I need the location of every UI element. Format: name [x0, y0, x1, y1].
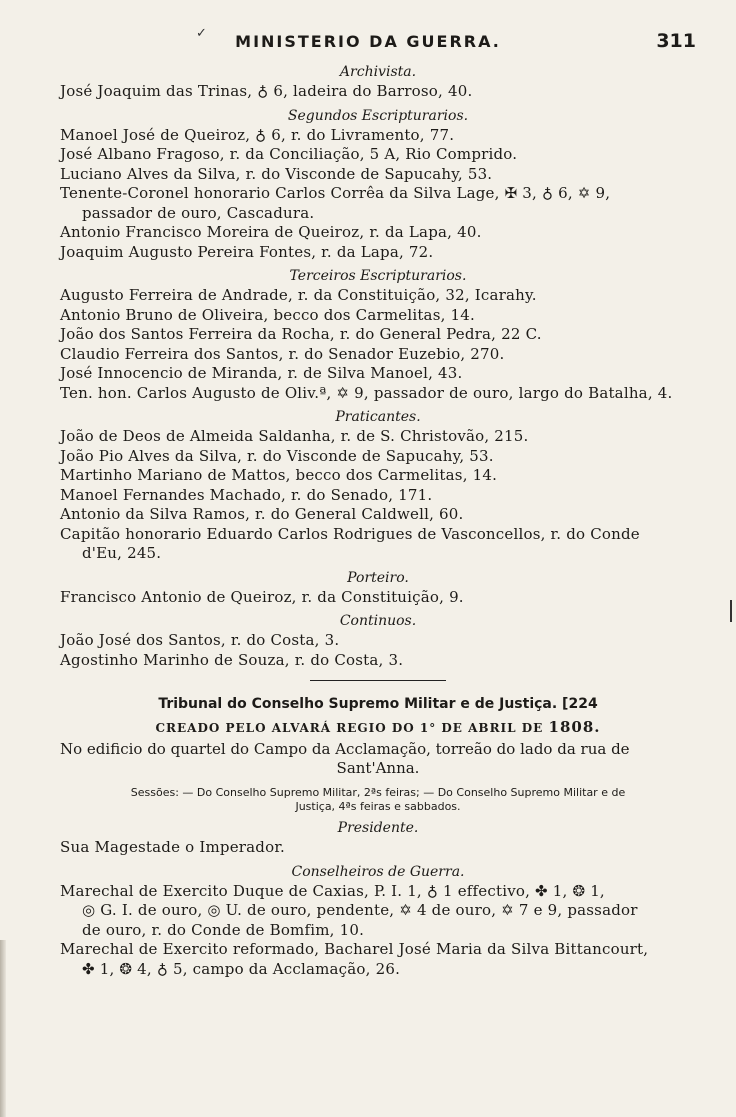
list-item: José Albano Fragoso, r. da Conciliação, 5 A, Rio Comprido.: [60, 145, 518, 163]
page-body: [60, 62, 696, 979]
list-item: Sua Magestade o Imperador.: [60, 838, 286, 856]
list-item: Agostinho Marinho de Souza, r. do Costa, 3.: [60, 650, 404, 669]
list-item: Luciano Alves da Silva, r. do Visconde de Sapucahy, 53.: [60, 164, 493, 183]
tribunal-title: Tribunal do Conselho Supremo Militar e de Justiça. [224: [158, 696, 598, 712]
location-line-1: No edificio do quartel do Campo da Acclamação, torreão do lado da rua de: [60, 740, 630, 758]
sessions-text: [60, 786, 696, 814]
list-item-continuation: [60, 960, 696, 980]
creation-text: CREADO PELO ALVARÁ REGIO DO 1° DE ABRIL DE: [155, 721, 544, 735]
section-heading-conselheiros: Conselheiros de Guerra.: [291, 863, 465, 880]
list-item-continuation: [60, 901, 696, 921]
list-item: José Joaquim das Trinas, ♁ 6, ladeira do Barroso, 40.: [60, 82, 473, 100]
continuation-text: ◎ G. I. de ouro, ◎ U. de ouro, pendente, ✡ 4 de ouro, ✡ 7 e 9, passador: [82, 901, 638, 919]
section-heading-terceiros: Terceiros Escripturarios.: [289, 268, 467, 284]
list-item: Antonio da Silva Ramos, r. do General Caldwell, 60.: [60, 505, 464, 523]
list-item: Tenente-Coronel honorario Carlos Corrêa da Silva Lage, ✠ 3, ♁ 6, ✡ 9,: [60, 184, 611, 202]
list-item-continuation: [60, 921, 696, 941]
section-heading-archivista: Archivista.: [339, 64, 417, 80]
section-heading-segundos: Segundos Escripturarios.: [287, 107, 469, 124]
creation-year: 1808.: [548, 718, 601, 736]
check-mark-icon: ✓: [196, 26, 207, 41]
list-item: Joaquim Augusto Pereira Fontes, r. da Lapa, 72.: [60, 242, 434, 261]
page-title: MINISTERIO DA GUERRA.: [235, 32, 501, 51]
list-item: João José dos Santos, r. do Costa, 3.: [60, 631, 340, 649]
list-item: Manoel José de Queiroz, ♁ 6, r. do Livramento, 77.: [60, 125, 455, 144]
page-number: 311: [656, 30, 696, 52]
list-item: Antonio Bruno de Oliveira, becco dos Carmelitas, 14.: [60, 305, 475, 324]
list-item: José Innocencio de Miranda, r. de Silva Manoel, 43.: [60, 364, 463, 382]
page-edge-shadow: [0, 940, 6, 1117]
section-heading-presidente: Presidente.: [337, 820, 419, 836]
list-item-continuation: [60, 544, 696, 564]
list-item: Martinho Mariano de Mattos, becco dos Carmelitas, 14.: [60, 466, 498, 484]
section-heading-continuos: Continuos.: [339, 613, 417, 629]
list-item: Manoel Fernandes Machado, r. do Senado, 171.: [60, 485, 433, 504]
continuation-text: ✤ 1, ❂ 4, ♁ 5, campo da Acclamação, 26.: [82, 959, 401, 978]
section-heading-praticantes: Praticantes.: [335, 409, 421, 425]
section-divider: [310, 680, 446, 681]
page-header: [0, 30, 736, 58]
list-item: João dos Santos Ferreira da Rocha, r. do General Pedra, 22 C.: [60, 325, 542, 343]
creation-line: [60, 715, 696, 740]
list-item: Marechal de Exercito reformado, Bacharel José Maria da Silva Bittancourt,: [60, 940, 649, 958]
location-text: [60, 740, 696, 778]
list-item: Marechal de Exercito Duque de Caxias, P. I. 1, ♁ 1 effectivo, ✤ 1, ❂ 1,: [60, 881, 605, 900]
list-item: Claudio Ferreira dos Santos, r. do Senador Euzebio, 270.: [60, 344, 505, 363]
list-item: Ten. hon. Carlos Augusto de Oliv.ª, ✡ 9, passador de ouro, largo do Batalha, 4.: [60, 383, 673, 402]
list-item: Capitão honorario Eduardo Carlos Rodrigues de Vasconcellos, r. do Conde: [60, 524, 640, 543]
location-line-2: Sant'Anna.: [336, 759, 420, 777]
continuation-text: passador de ouro, Cascadura.: [82, 203, 315, 222]
list-item: Francisco Antonio de Queiroz, r. da Constituição, 9.: [60, 587, 464, 606]
list-item: João Pio Alves da Silva, r. do Visconde de Sapucahy, 53.: [60, 446, 494, 465]
margin-mark: [730, 600, 732, 622]
list-item-continuation: [60, 204, 696, 224]
sessions-line-2: Justiça, 4ªs feiras e sabbados.: [295, 800, 461, 813]
continuation-text: d'Eu, 245.: [82, 544, 162, 562]
list-item: João de Deos de Almeida Saldanha, r. de S. Christovão, 215.: [60, 427, 529, 445]
list-item: Augusto Ferreira de Andrade, r. da Constituição, 32, Icarahy.: [60, 286, 537, 304]
sessions-line-1: Sessões: — Do Conselho Supremo Militar, 2ªs feiras; — Do Conselho Supremo Militar e de: [130, 786, 626, 799]
list-item: Antonio Francisco Moreira de Queiroz, r. da Lapa, 40.: [60, 223, 482, 241]
section-heading-porteiro: Porteiro.: [347, 569, 409, 586]
continuation-text: de ouro, r. do Conde de Bomfim, 10.: [82, 920, 365, 939]
